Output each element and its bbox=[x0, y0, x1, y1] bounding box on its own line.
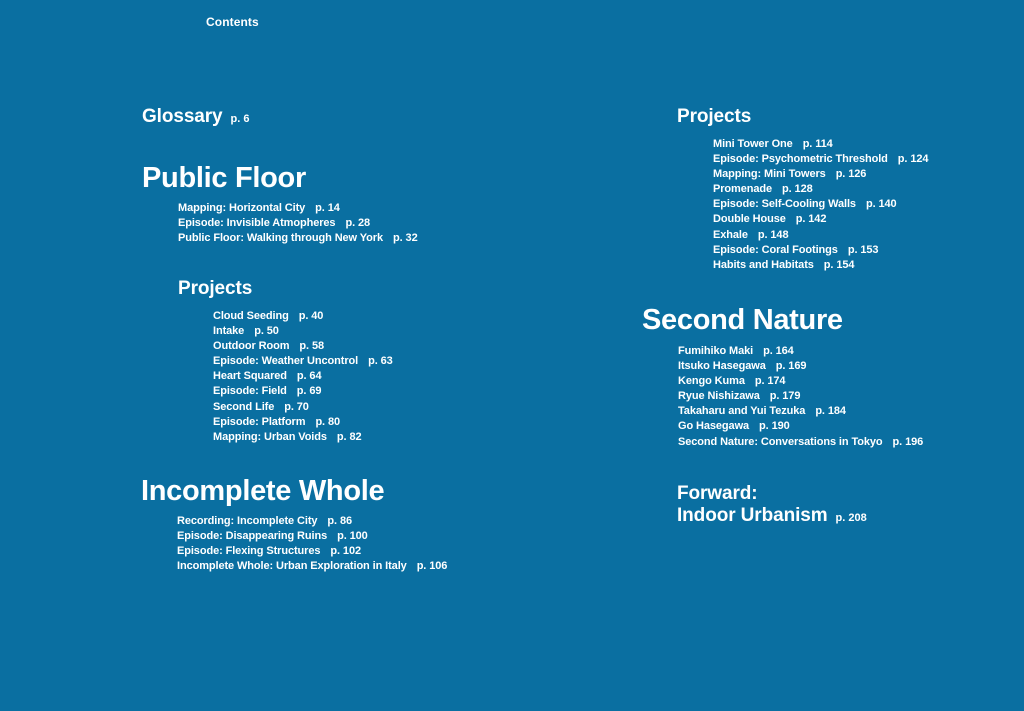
list-item: Public Floor: Walking through New York p. 32 bbox=[178, 232, 418, 245]
list-item: Double House p. 142 bbox=[713, 213, 827, 226]
public-floor-list bbox=[178, 201, 418, 246]
list-item: Recording: Incomplete City p. 86 bbox=[177, 515, 352, 527]
list-item: Mapping: Mini Towers p. 126 bbox=[713, 168, 867, 181]
list-item: Second Nature: Conversations in Tokyo p. 196 bbox=[678, 435, 924, 448]
right-projects-title: Projects bbox=[677, 106, 752, 127]
forward-page: p. 208 bbox=[835, 512, 867, 524]
list-item: Episode: Psychometric Threshold p. 124 bbox=[713, 153, 929, 166]
glossary-page: p. 6 bbox=[230, 113, 250, 125]
list-item: Exhale p. 148 bbox=[713, 228, 789, 241]
glossary-entry bbox=[142, 105, 249, 131]
list-item: Episode: Invisible Atmopheres p. 28 bbox=[178, 217, 371, 230]
list-item: Episode: Flexing Structures p. 102 bbox=[177, 545, 361, 558]
list-item: Mapping: Urban Voids p. 82 bbox=[213, 430, 362, 443]
public-floor-title: Public Floor bbox=[142, 162, 306, 194]
list-item: Episode: Field p. 69 bbox=[213, 385, 322, 398]
left-projects-title: Projects bbox=[178, 278, 253, 299]
glossary-title: Glossary bbox=[142, 106, 223, 127]
list-item: Itsuko Hasegawa p. 169 bbox=[678, 360, 807, 373]
list-item: Episode: Platform p. 80 bbox=[213, 415, 341, 428]
list-item: Habits and Habitats p. 154 bbox=[713, 258, 855, 271]
right-projects-list bbox=[713, 137, 928, 273]
list-item: Heart Squared p. 64 bbox=[213, 370, 322, 383]
list-item: Takaharu and Yui Tezuka p. 184 bbox=[678, 405, 846, 418]
list-item: Episode: Disappearing Ruins p. 100 bbox=[177, 530, 368, 543]
forward-entry bbox=[677, 504, 867, 530]
list-item: Ryue Nishizawa p. 179 bbox=[678, 390, 801, 403]
left-projects-list bbox=[213, 309, 393, 445]
incomplete-whole-list bbox=[177, 514, 447, 574]
forward-title-line1: Forward: bbox=[677, 483, 758, 504]
list-item: Second Life p. 70 bbox=[213, 400, 309, 413]
second-nature-title: Second Nature bbox=[642, 304, 843, 336]
list-item: Fumihiko Maki p. 164 bbox=[678, 345, 794, 357]
list-item: Kengo Kuma p. 174 bbox=[678, 375, 786, 388]
list-item: Mini Tower One p. 114 bbox=[713, 138, 833, 150]
list-item: Episode: Coral Footings p. 153 bbox=[713, 243, 879, 256]
list-item: Outdoor Room p. 58 bbox=[213, 340, 324, 353]
incomplete-whole-title: Incomplete Whole bbox=[141, 475, 385, 507]
list-item: Mapping: Horizontal City p. 14 bbox=[178, 202, 340, 214]
list-item: Promenade p. 128 bbox=[713, 183, 813, 196]
forward-title-line2: Indoor Urbanism bbox=[677, 505, 828, 526]
second-nature-list bbox=[678, 344, 923, 450]
list-item: Episode: Weather Uncontrol p. 63 bbox=[213, 355, 393, 368]
list-item: Episode: Self-Cooling Walls p. 140 bbox=[713, 198, 897, 211]
list-item: Intake p. 50 bbox=[213, 325, 279, 338]
list-item: Go Hasegawa p. 190 bbox=[678, 420, 790, 433]
list-item: Incomplete Whole: Urban Exploration in Italy p. 106 bbox=[177, 560, 448, 573]
list-item: Cloud Seeding p. 40 bbox=[213, 310, 324, 322]
running-head: Contents bbox=[206, 15, 259, 29]
